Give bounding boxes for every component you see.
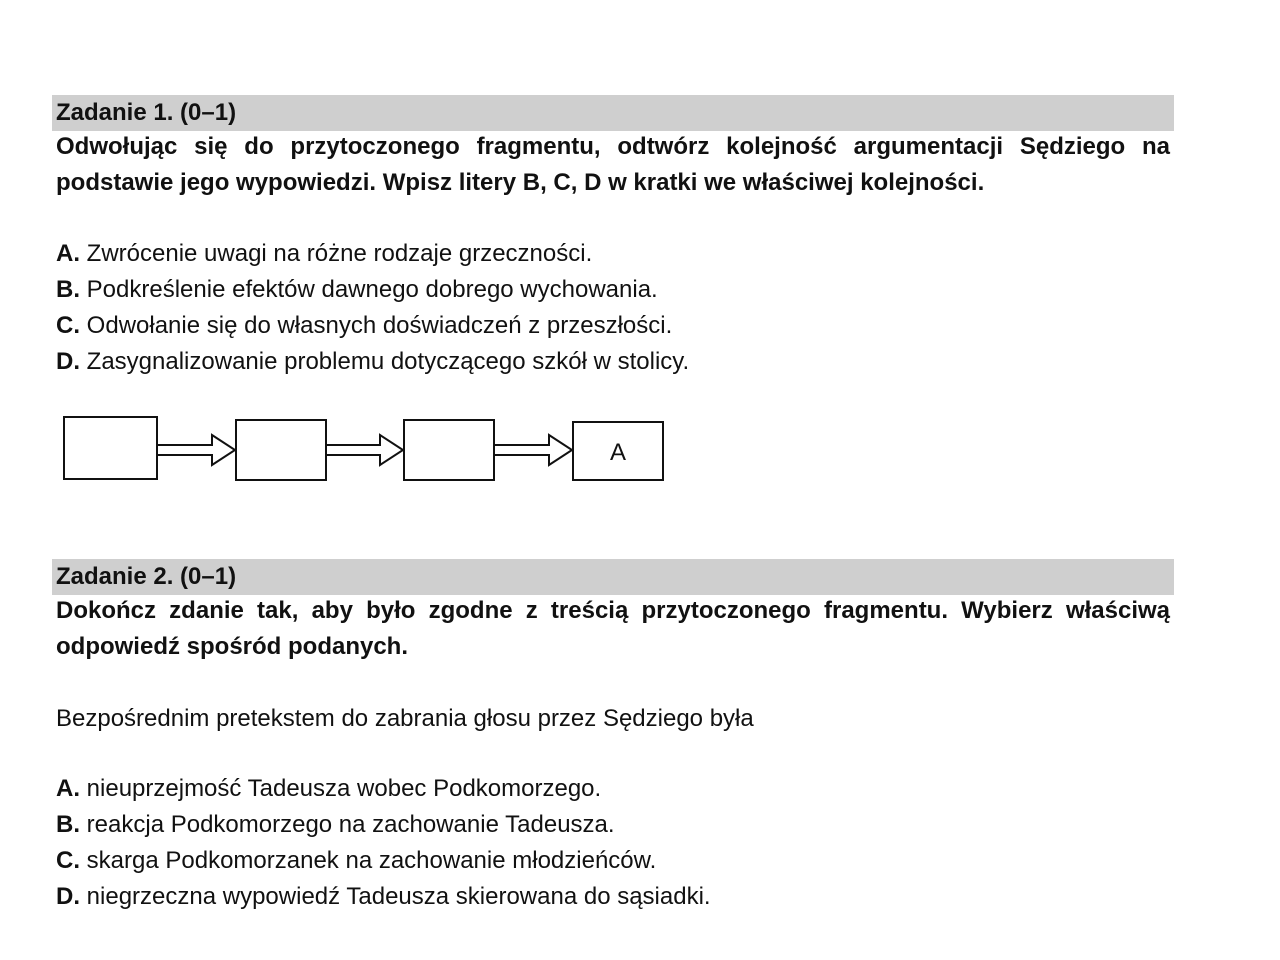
- option-letter: A.: [56, 775, 80, 802]
- option-letter: D.: [56, 883, 80, 910]
- task-2-options: [56, 771, 711, 915]
- sequence-diagram: [60, 412, 670, 486]
- arrow-icon: [157, 435, 235, 465]
- task-2-prompt: Bezpośrednim pretekstem do zabrania głosu przez Sędziego była: [56, 705, 754, 732]
- task-1-option-a: [56, 236, 689, 272]
- task-1-options: [56, 236, 689, 380]
- answer-box-4-label: A: [609, 439, 627, 466]
- answer-box-1[interactable]: [64, 417, 157, 479]
- option-letter: D.: [56, 348, 80, 375]
- option-text: reakcja Podkomorzego na zachowanie Tadeusza.: [86, 811, 615, 838]
- answer-box-2[interactable]: [236, 420, 326, 480]
- task-2-option-d[interactable]: [56, 879, 711, 915]
- task-2-option-c[interactable]: [56, 843, 711, 879]
- answer-box-3[interactable]: [404, 420, 494, 480]
- option-text: Zwrócenie uwagi na różne rodzaje grzeczności.: [86, 240, 593, 267]
- option-letter: C.: [56, 312, 80, 339]
- option-text: Podkreślenie efektów dawnego dobrego wychowania.: [86, 276, 658, 303]
- option-text: skarga Podkomorzanek na zachowanie młodzieńców.: [86, 847, 657, 874]
- option-text: Odwołanie się do własnych doświadczeń z przeszłości.: [86, 312, 673, 339]
- task-2-header: Zadanie 2. (0–1): [52, 559, 1174, 595]
- arrow-icon: [326, 435, 403, 465]
- task-2-instruction: Dokończ zdanie tak, aby było zgodne z treścią przytoczonego fragmentu. Wybierz właściwą odpowiedź spośród podanych.: [56, 597, 1170, 660]
- option-letter: B.: [56, 811, 80, 838]
- option-text: niegrzeczna wypowiedź Tadeusza skierowana do sąsiadki.: [86, 883, 711, 910]
- task-2-option-a[interactable]: [56, 771, 711, 807]
- task-1-option-c: [56, 308, 689, 344]
- option-text: Zasygnalizowanie problemu dotyczącego szkół w stolicy.: [86, 348, 690, 375]
- option-letter: C.: [56, 847, 80, 874]
- arrow-icon: [494, 435, 572, 465]
- task-1-option-b: [56, 272, 689, 308]
- option-letter: B.: [56, 276, 80, 303]
- task-1-option-d: [56, 344, 689, 380]
- task-1-header: Zadanie 1. (0–1): [52, 95, 1174, 131]
- task-2-option-b[interactable]: [56, 807, 711, 843]
- option-text: nieuprzejmość Tadeusza wobec Podkomorzego.: [86, 775, 602, 802]
- option-letter: A.: [56, 240, 80, 267]
- task-1-instruction: Odwołując się do przytoczonego fragmentu, odtwórz kolejność argumentacji Sędziego na podstawie jego wypowiedzi. Wpisz litery B, C, D w kratki we właściwej kolejności.: [56, 133, 1170, 196]
